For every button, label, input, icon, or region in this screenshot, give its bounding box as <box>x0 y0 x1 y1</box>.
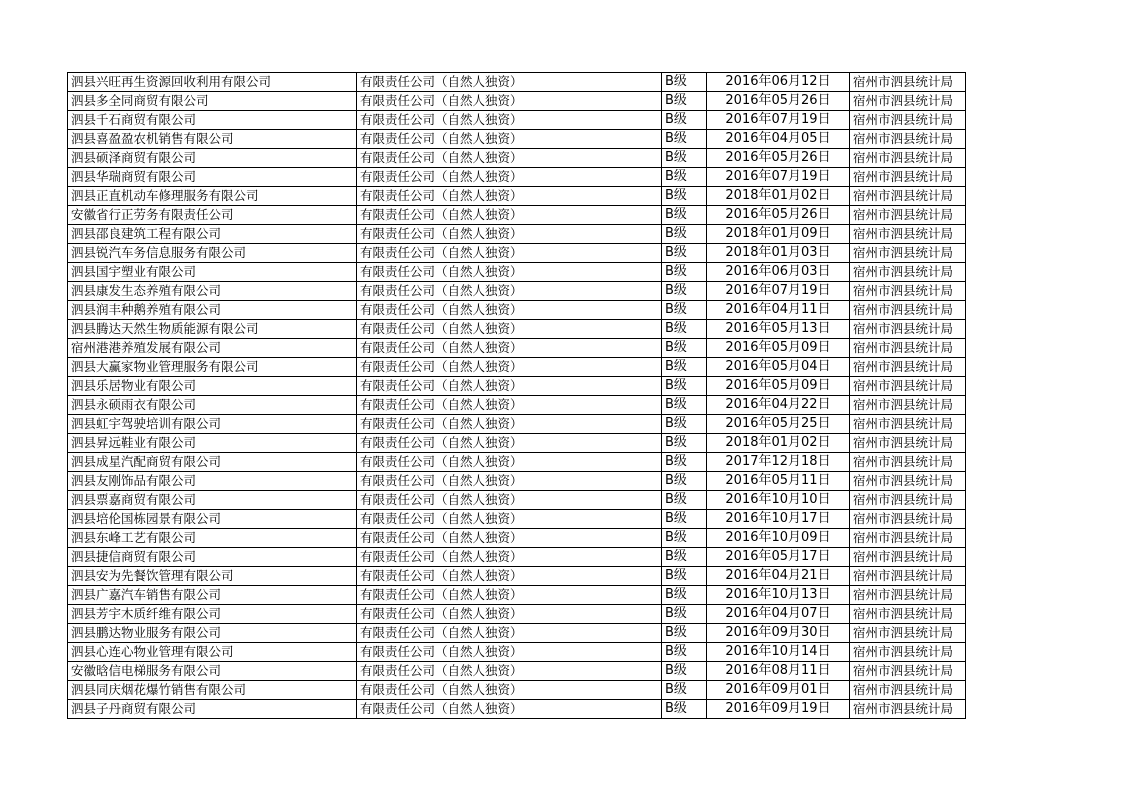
agency-cell: 宿州市泗县统计局 <box>850 453 966 472</box>
company-type-cell: 有限责任公司（自然人独资） <box>357 434 662 453</box>
table-row <box>68 73 966 92</box>
credit-level-cell: B级 <box>662 111 707 130</box>
credit-level-cell: B级 <box>662 339 707 358</box>
table-row <box>68 700 966 719</box>
company-type-cell: 有限责任公司（自然人独资） <box>357 567 662 586</box>
credit-level-cell: B级 <box>662 92 707 111</box>
agency-cell: 宿州市泗县统计局 <box>850 92 966 111</box>
rating-date-cell: 2016年04月05日 <box>707 130 850 149</box>
credit-level-cell: B级 <box>662 643 707 662</box>
company-type-cell: 有限责任公司（自然人独资） <box>357 453 662 472</box>
company-name-cell: 泗县喜盈盈农机销售有限公司 <box>68 130 357 149</box>
company-type-cell: 有限责任公司（自然人独资） <box>357 320 662 339</box>
company-type-cell: 有限责任公司（自然人独资） <box>357 263 662 282</box>
credit-level-cell: B级 <box>662 567 707 586</box>
credit-level-cell: B级 <box>662 434 707 453</box>
company-name-cell: 泗县昇远鞋业有限公司 <box>68 434 357 453</box>
company-type-cell: 有限责任公司（自然人独资） <box>357 73 662 92</box>
credit-level-cell: B级 <box>662 244 707 263</box>
credit-level-cell: B级 <box>662 605 707 624</box>
agency-cell: 宿州市泗县统计局 <box>850 111 966 130</box>
company-name-cell: 泗县乐居物业有限公司 <box>68 377 357 396</box>
table-row <box>68 434 966 453</box>
rating-date-cell: 2018年01月09日 <box>707 225 850 244</box>
company-name-cell: 安徽晗信电梯服务有限公司 <box>68 662 357 681</box>
company-type-cell: 有限责任公司（自然人独资） <box>357 339 662 358</box>
table-row <box>68 396 966 415</box>
table-row <box>68 643 966 662</box>
agency-cell: 宿州市泗县统计局 <box>850 605 966 624</box>
credit-rating-table <box>67 72 966 719</box>
agency-cell: 宿州市泗县统计局 <box>850 643 966 662</box>
company-type-cell: 有限责任公司（自然人独资） <box>357 244 662 263</box>
credit-level-cell: B级 <box>662 548 707 567</box>
credit-level-cell: B级 <box>662 149 707 168</box>
table-row <box>68 586 966 605</box>
company-name-cell: 泗县兴旺再生资源回收利用有限公司 <box>68 73 357 92</box>
table-row <box>68 548 966 567</box>
company-name-cell: 泗县安为先餐饮管理有限公司 <box>68 567 357 586</box>
credit-level-cell: B级 <box>662 301 707 320</box>
agency-cell: 宿州市泗县统计局 <box>850 149 966 168</box>
rating-date-cell: 2016年05月26日 <box>707 206 850 225</box>
company-name-cell: 泗县虹宇驾驶培训有限公司 <box>68 415 357 434</box>
rating-date-cell: 2016年04月07日 <box>707 605 850 624</box>
company-name-cell: 泗县东峰工艺有限公司 <box>68 529 357 548</box>
agency-cell: 宿州市泗县统计局 <box>850 320 966 339</box>
company-name-cell: 泗县心连心物业管理有限公司 <box>68 643 357 662</box>
company-name-cell: 泗县捷信商贸有限公司 <box>68 548 357 567</box>
company-type-cell: 有限责任公司（自然人独资） <box>357 282 662 301</box>
table-row <box>68 263 966 282</box>
agency-cell: 宿州市泗县统计局 <box>850 662 966 681</box>
rating-date-cell: 2016年07月19日 <box>707 168 850 187</box>
table-row <box>68 358 966 377</box>
table-row <box>68 244 966 263</box>
rating-date-cell: 2016年05月26日 <box>707 92 850 111</box>
company-name-cell: 安徽省行正劳务有限责任公司 <box>68 206 357 225</box>
company-type-cell: 有限责任公司（自然人独资） <box>357 358 662 377</box>
credit-level-cell: B级 <box>662 396 707 415</box>
agency-cell: 宿州市泗县统计局 <box>850 282 966 301</box>
company-type-cell: 有限责任公司（自然人独资） <box>357 586 662 605</box>
credit-level-cell: B级 <box>662 472 707 491</box>
table-row <box>68 149 966 168</box>
rating-date-cell: 2016年05月25日 <box>707 415 850 434</box>
agency-cell: 宿州市泗县统计局 <box>850 434 966 453</box>
company-name-cell: 泗县华瑞商贸有限公司 <box>68 168 357 187</box>
table-row <box>68 130 966 149</box>
company-type-cell: 有限责任公司（自然人独资） <box>357 643 662 662</box>
company-type-cell: 有限责任公司（自然人独资） <box>357 225 662 244</box>
agency-cell: 宿州市泗县统计局 <box>850 73 966 92</box>
company-type-cell: 有限责任公司（自然人独资） <box>357 624 662 643</box>
agency-cell: 宿州市泗县统计局 <box>850 491 966 510</box>
company-name-cell: 泗县友刚饰品有限公司 <box>68 472 357 491</box>
credit-level-cell: B级 <box>662 510 707 529</box>
company-type-cell: 有限责任公司（自然人独资） <box>357 111 662 130</box>
agency-cell: 宿州市泗县统计局 <box>850 206 966 225</box>
agency-cell: 宿州市泗县统计局 <box>850 301 966 320</box>
company-name-cell: 泗县锐汽车务信息服务有限公司 <box>68 244 357 263</box>
company-name-cell: 泗县永硕雨衣有限公司 <box>68 396 357 415</box>
rating-date-cell: 2018年01月03日 <box>707 244 850 263</box>
credit-level-cell: B级 <box>662 168 707 187</box>
credit-level-cell: B级 <box>662 377 707 396</box>
credit-level-cell: B级 <box>662 415 707 434</box>
company-name-cell: 泗县硕泽商贸有限公司 <box>68 149 357 168</box>
company-name-cell: 泗县同庆烟花爆竹销售有限公司 <box>68 681 357 700</box>
table-row <box>68 567 966 586</box>
company-name-cell: 泗县鹏达物业服务有限公司 <box>68 624 357 643</box>
agency-cell: 宿州市泗县统计局 <box>850 700 966 719</box>
rating-date-cell: 2016年09月01日 <box>707 681 850 700</box>
credit-level-cell: B级 <box>662 529 707 548</box>
company-type-cell: 有限责任公司（自然人独资） <box>357 529 662 548</box>
rating-date-cell: 2016年08月11日 <box>707 662 850 681</box>
credit-level-cell: B级 <box>662 263 707 282</box>
rating-date-cell: 2016年05月17日 <box>707 548 850 567</box>
company-name-cell: 泗县邵良建筑工程有限公司 <box>68 225 357 244</box>
table-row <box>68 529 966 548</box>
agency-cell: 宿州市泗县统计局 <box>850 225 966 244</box>
rating-date-cell: 2016年05月13日 <box>707 320 850 339</box>
table-row <box>68 282 966 301</box>
table-row <box>68 206 966 225</box>
table-row <box>68 415 966 434</box>
credit-level-cell: B级 <box>662 320 707 339</box>
table-row <box>68 377 966 396</box>
agency-cell: 宿州市泗县统计局 <box>850 130 966 149</box>
company-type-cell: 有限责任公司（自然人独资） <box>357 662 662 681</box>
agency-cell: 宿州市泗县统计局 <box>850 339 966 358</box>
company-name-cell: 泗县子丹商贸有限公司 <box>68 700 357 719</box>
rating-date-cell: 2016年07月19日 <box>707 282 850 301</box>
rating-date-cell: 2018年01月02日 <box>707 434 850 453</box>
rating-date-cell: 2017年12月18日 <box>707 453 850 472</box>
rating-date-cell: 2016年09月30日 <box>707 624 850 643</box>
rating-date-cell: 2016年04月11日 <box>707 301 850 320</box>
rating-date-cell: 2016年05月09日 <box>707 339 850 358</box>
company-name-cell: 泗县康发生态养殖有限公司 <box>68 282 357 301</box>
company-type-cell: 有限责任公司（自然人独资） <box>357 206 662 225</box>
rating-date-cell: 2016年05月11日 <box>707 472 850 491</box>
company-type-cell: 有限责任公司（自然人独资） <box>357 377 662 396</box>
rating-date-cell: 2016年04月21日 <box>707 567 850 586</box>
agency-cell: 宿州市泗县统计局 <box>850 168 966 187</box>
agency-cell: 宿州市泗县统计局 <box>850 567 966 586</box>
table-row <box>68 225 966 244</box>
company-type-cell: 有限责任公司（自然人独资） <box>357 149 662 168</box>
table-row <box>68 624 966 643</box>
table-row <box>68 111 966 130</box>
agency-cell: 宿州市泗县统计局 <box>850 396 966 415</box>
company-name-cell: 泗县大赢家物业管理服务有限公司 <box>68 358 357 377</box>
agency-cell: 宿州市泗县统计局 <box>850 377 966 396</box>
table-row <box>68 320 966 339</box>
credit-level-cell: B级 <box>662 206 707 225</box>
agency-cell: 宿州市泗县统计局 <box>850 624 966 643</box>
company-type-cell: 有限责任公司（自然人独资） <box>357 415 662 434</box>
table-row <box>68 681 966 700</box>
rating-date-cell: 2016年10月17日 <box>707 510 850 529</box>
credit-level-cell: B级 <box>662 491 707 510</box>
rating-date-cell: 2016年06月03日 <box>707 263 850 282</box>
credit-level-cell: B级 <box>662 624 707 643</box>
company-type-cell: 有限责任公司（自然人独资） <box>357 472 662 491</box>
company-type-cell: 有限责任公司（自然人独资） <box>357 491 662 510</box>
table-row <box>68 301 966 320</box>
rating-date-cell: 2016年10月13日 <box>707 586 850 605</box>
company-name-cell: 泗县成星汽配商贸有限公司 <box>68 453 357 472</box>
rating-date-cell: 2016年10月10日 <box>707 491 850 510</box>
agency-cell: 宿州市泗县统计局 <box>850 510 966 529</box>
agency-cell: 宿州市泗县统计局 <box>850 263 966 282</box>
table-body <box>68 73 966 719</box>
agency-cell: 宿州市泗县统计局 <box>850 472 966 491</box>
credit-level-cell: B级 <box>662 73 707 92</box>
table-row <box>68 339 966 358</box>
rating-date-cell: 2016年05月04日 <box>707 358 850 377</box>
company-type-cell: 有限责任公司（自然人独资） <box>357 548 662 567</box>
rating-date-cell: 2016年10月09日 <box>707 529 850 548</box>
company-name-cell: 泗县腾达天然生物质能源有限公司 <box>68 320 357 339</box>
credit-level-cell: B级 <box>662 586 707 605</box>
company-type-cell: 有限责任公司（自然人独资） <box>357 605 662 624</box>
company-name-cell: 泗县培伦国栋园景有限公司 <box>68 510 357 529</box>
table-row <box>68 510 966 529</box>
agency-cell: 宿州市泗县统计局 <box>850 244 966 263</box>
company-name-cell: 泗县芳宇木质纤维有限公司 <box>68 605 357 624</box>
rating-date-cell: 2016年10月14日 <box>707 643 850 662</box>
company-name-cell: 泗县国宇塑业有限公司 <box>68 263 357 282</box>
credit-level-cell: B级 <box>662 358 707 377</box>
rating-date-cell: 2016年06月12日 <box>707 73 850 92</box>
agency-cell: 宿州市泗县统计局 <box>850 529 966 548</box>
table-row <box>68 491 966 510</box>
rating-date-cell: 2016年07月19日 <box>707 111 850 130</box>
table-row <box>68 187 966 206</box>
company-type-cell: 有限责任公司（自然人独资） <box>357 187 662 206</box>
company-name-cell: 泗县润丰种鹅养殖有限公司 <box>68 301 357 320</box>
agency-cell: 宿州市泗县统计局 <box>850 415 966 434</box>
credit-level-cell: B级 <box>662 130 707 149</box>
company-name-cell: 泗县广嘉汽车销售有限公司 <box>68 586 357 605</box>
agency-cell: 宿州市泗县统计局 <box>850 358 966 377</box>
company-name-cell: 泗县多全同商贸有限公司 <box>68 92 357 111</box>
table-row <box>68 605 966 624</box>
rating-date-cell: 2016年05月09日 <box>707 377 850 396</box>
company-name-cell: 宿州港港养殖发展有限公司 <box>68 339 357 358</box>
company-type-cell: 有限责任公司（自然人独资） <box>357 510 662 529</box>
company-type-cell: 有限责任公司（自然人独资） <box>357 301 662 320</box>
credit-level-cell: B级 <box>662 453 707 472</box>
credit-level-cell: B级 <box>662 681 707 700</box>
credit-level-cell: B级 <box>662 662 707 681</box>
company-name-cell: 泗县千石商贸有限公司 <box>68 111 357 130</box>
credit-level-cell: B级 <box>662 225 707 244</box>
table-row <box>68 168 966 187</box>
rating-date-cell: 2016年09月19日 <box>707 700 850 719</box>
company-type-cell: 有限责任公司（自然人独资） <box>357 700 662 719</box>
table-row <box>68 472 966 491</box>
table-row <box>68 92 966 111</box>
company-type-cell: 有限责任公司（自然人独资） <box>357 92 662 111</box>
company-type-cell: 有限责任公司（自然人独资） <box>357 168 662 187</box>
rating-date-cell: 2016年05月26日 <box>707 149 850 168</box>
agency-cell: 宿州市泗县统计局 <box>850 681 966 700</box>
agency-cell: 宿州市泗县统计局 <box>850 548 966 567</box>
company-type-cell: 有限责任公司（自然人独资） <box>357 681 662 700</box>
rating-date-cell: 2018年01月02日 <box>707 187 850 206</box>
credit-level-cell: B级 <box>662 187 707 206</box>
agency-cell: 宿州市泗县统计局 <box>850 586 966 605</box>
company-name-cell: 泗县正直机动车修理服务有限公司 <box>68 187 357 206</box>
company-type-cell: 有限责任公司（自然人独资） <box>357 130 662 149</box>
credit-level-cell: B级 <box>662 282 707 301</box>
credit-level-cell: B级 <box>662 700 707 719</box>
company-type-cell: 有限责任公司（自然人独资） <box>357 396 662 415</box>
agency-cell: 宿州市泗县统计局 <box>850 187 966 206</box>
table-row <box>68 662 966 681</box>
rating-date-cell: 2016年04月22日 <box>707 396 850 415</box>
company-name-cell: 泗县票嘉商贸有限公司 <box>68 491 357 510</box>
table-row <box>68 453 966 472</box>
